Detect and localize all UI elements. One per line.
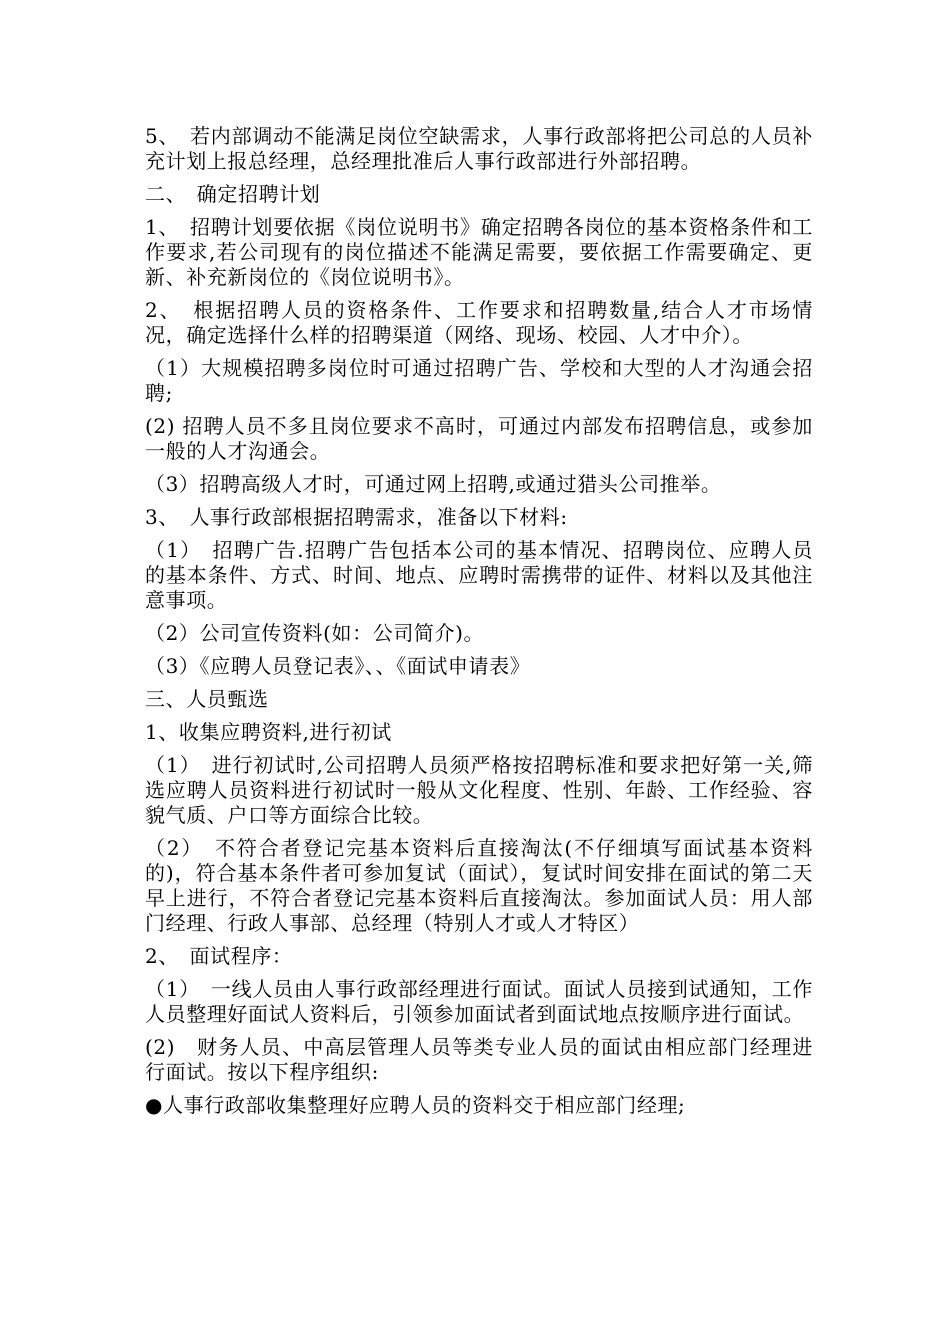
paragraph-channel-large-scale: （1）大规模招聘多岗位时可通过招聘广告、学校和大型的人才沟通会招聘; [145, 356, 813, 405]
paragraph-interview-procedure: 2、 面试程序： [145, 944, 293, 968]
paragraph-channel-senior: （3）招聘高级人才时，可通过网上招聘,或通过猎头公司推举。 [145, 472, 722, 496]
paragraph-initial-screening: （1） 进行初试时,公司招聘人员须严格按招聘标准和要求把好第一关,筛选应聘人员资料进行初试时一般从文化程度、性别、年龄、工作经验、容貌气质、户口等方面综合比较。 [145, 753, 813, 827]
paragraph-frontline-interview: （1） 一线人员由人事行政部经理进行面试。面试人员接到试通知，工作人员整理好面试人资料后，引领参加面试者到面试地点按顺序进行面试。 [145, 977, 813, 1026]
paragraph-professional-interview: (2) 财务人员、中高层管理人员等类专业人员的面试由相应部门经理进行面试。按以下程序组织: [145, 1035, 813, 1084]
section-heading-screening: 三、人员甄选 [145, 687, 269, 711]
paragraph-second-interview: （2） 不符合者登记完基本资料后直接淘汰(不仔细填写面试基本资料的)，符合基本条件者可参加复试（面试），复试时间安排在面试的第二天早上进行，不符合者登记完基本资料后直接淘汰。参加面试人员：用人部门经理、行政人事部、总经理（特别人才或人才特区） [145, 836, 813, 935]
document-page [145, 124, 813, 1125]
paragraph-collect-applications: 1、收集应聘资料,进行初试 [145, 720, 392, 744]
paragraph-material-forms: （3）《应聘人员登记表》、、《面试申请表》 [145, 654, 531, 678]
paragraph-material-advertisement: （1） 招聘广告.招聘广告包括本公司的基本情况、招聘岗位、应聘人员的基本条件、方式、时间、地点、应聘时需携带的证件、材料以及其他注意事项。 [145, 538, 813, 612]
paragraph-channel-internal: (2) 招聘人员不多且岗位要求不高时，可通过内部发布招聘信息，或参加一般的人才沟通会。 [145, 414, 813, 463]
paragraph-plan-basis: 1、 招聘计划要依据《岗位说明书》确定招聘各岗位的基本资格条件和工作要求,若公司现有的岗位描述不能满足需要，要依据工作需要确定、更新、补充新岗位的《岗位说明书》。 [145, 215, 813, 289]
list-item-collect-materials: ●人事行政部收集整理好应聘人员的资料交于相应部门经理; [145, 1093, 686, 1117]
paragraph-internal-transfer: 5、 若内部调动不能满足岗位空缺需求，人事行政部将把公司总的人员补充计划上报总经理，总经理批准后人事行政部进行外部招聘。 [145, 124, 813, 173]
paragraph-materials-intro: 3、 人事行政部根据招聘需求，准备以下材料: [145, 505, 568, 529]
paragraph-material-brochure: （2）公司宣传资料(如：公司简介)。 [145, 621, 485, 645]
section-heading-recruitment-plan: 二、 确定招聘计划 [145, 182, 321, 206]
paragraph-recruitment-channels: 2、 根据招聘人员的资格条件、工作要求和招聘数量,结合人才市场情况，确定选择什么样的招聘渠道（网络、现场、校园、人才中介）。 [145, 298, 813, 347]
